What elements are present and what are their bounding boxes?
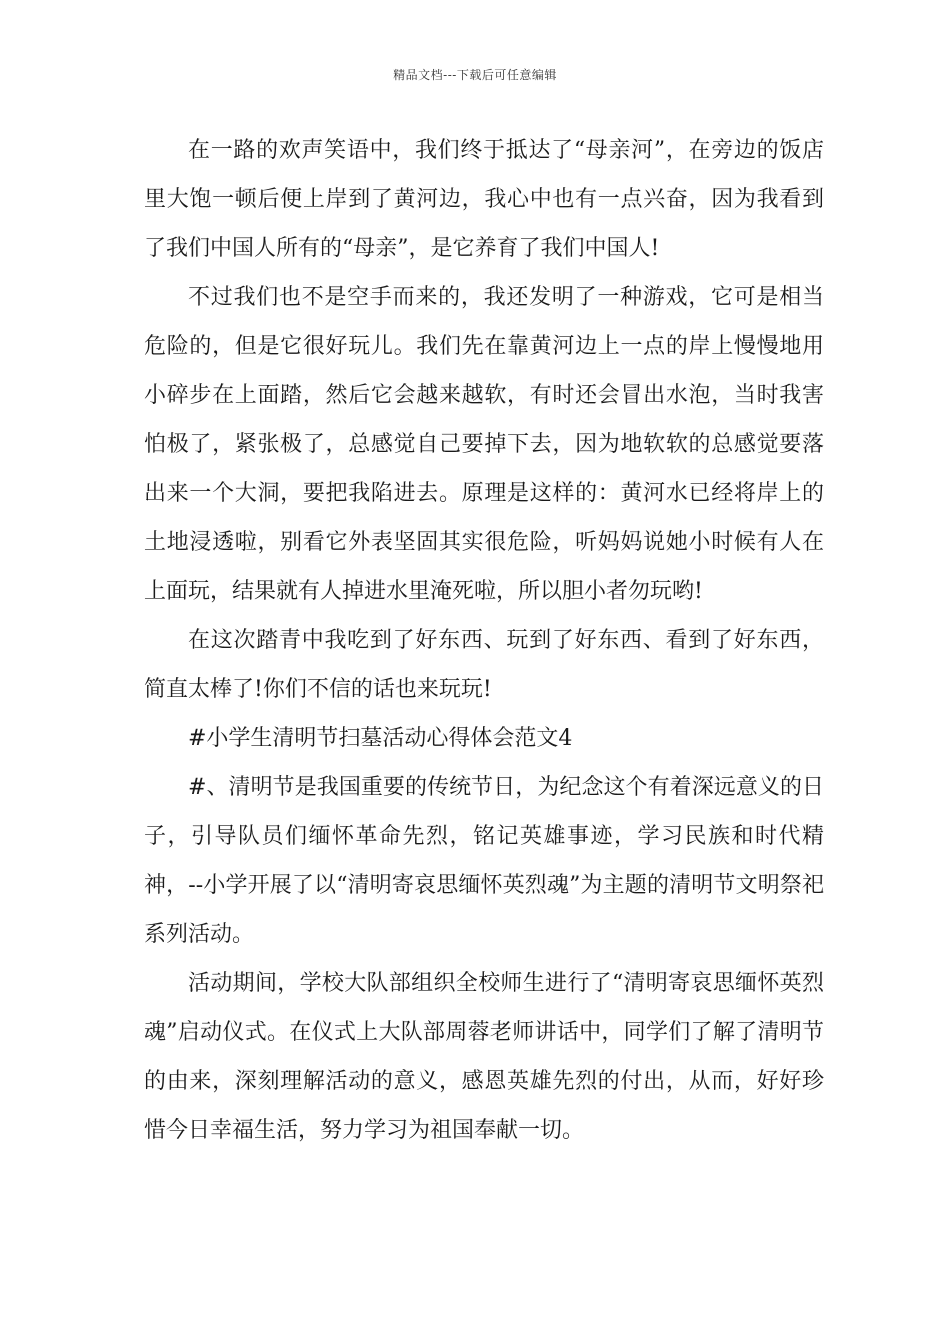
page-header: 精品文档---下载后可任意编辑	[393, 68, 557, 82]
paragraph-game: 不过我们也不是空手而来的，我还发明了一种游戏，它可是相当危险的，但是它很好玩儿。我们先在靠黄河边上一点的岸上慢慢地用小碎步在上面踏，然后它会越来越软，有时还会冒出水泡，当时我害怕极了，紧张极了，总感觉自己要掉下去，因为地软软的总感觉要落出来一个大洞，要把我陷进去。原理是这样的：黄河水已经将岸上的土地浸透啦，别看它外表坚固其实很危险，听妈妈说她小时候有人在上面玩，结果就有人掉进水里淹死啦，所以胆小者勿玩哟!	[144, 285, 824, 604]
section-heading: #小学生清明节扫墓活动心得体会范文4	[188, 726, 573, 751]
paragraph-ceremony: 活动期间，学校大队部组织全校师生进行了“清明寄哀思缅怀英烈魂”启动仪式。在仪式上大队部周蓉老师讲话中，同学们了解了清明节的由来，深刻理解活动的意义，感恩英雄先烈的付出，从而，好好珍惜今日幸福生活，努力学习为祖国奉献一切。	[144, 971, 824, 1143]
paragraph-mother-river: 在一路的欢声笑语中，我们终于抵达了“母亲河”，在旁边的饭店里大饱一顿后便上岸到了黄河边，我心中也有一点兴奋，因为我看到了我们中国人所有的“母亲”，是它养育了我们中国人!	[144, 138, 824, 261]
paragraph-qingming-intro: #、清明节是我国重要的传统节日，为纪念这个有着深远意义的日子，引导队员们缅怀革命先烈，铭记英雄事迹，学习民族和时代精神，--小学开展了以“清明寄哀思缅怀英烈魂”为主题的清明节文明祭祀系列活动。	[144, 775, 824, 947]
paragraph-outing-summary: 在这次踏青中我吃到了好东西、玩到了好东西、看到了好东西，简直太棒了!你们不信的话也来玩玩!	[144, 628, 824, 702]
document-body	[144, 126, 824, 1155]
